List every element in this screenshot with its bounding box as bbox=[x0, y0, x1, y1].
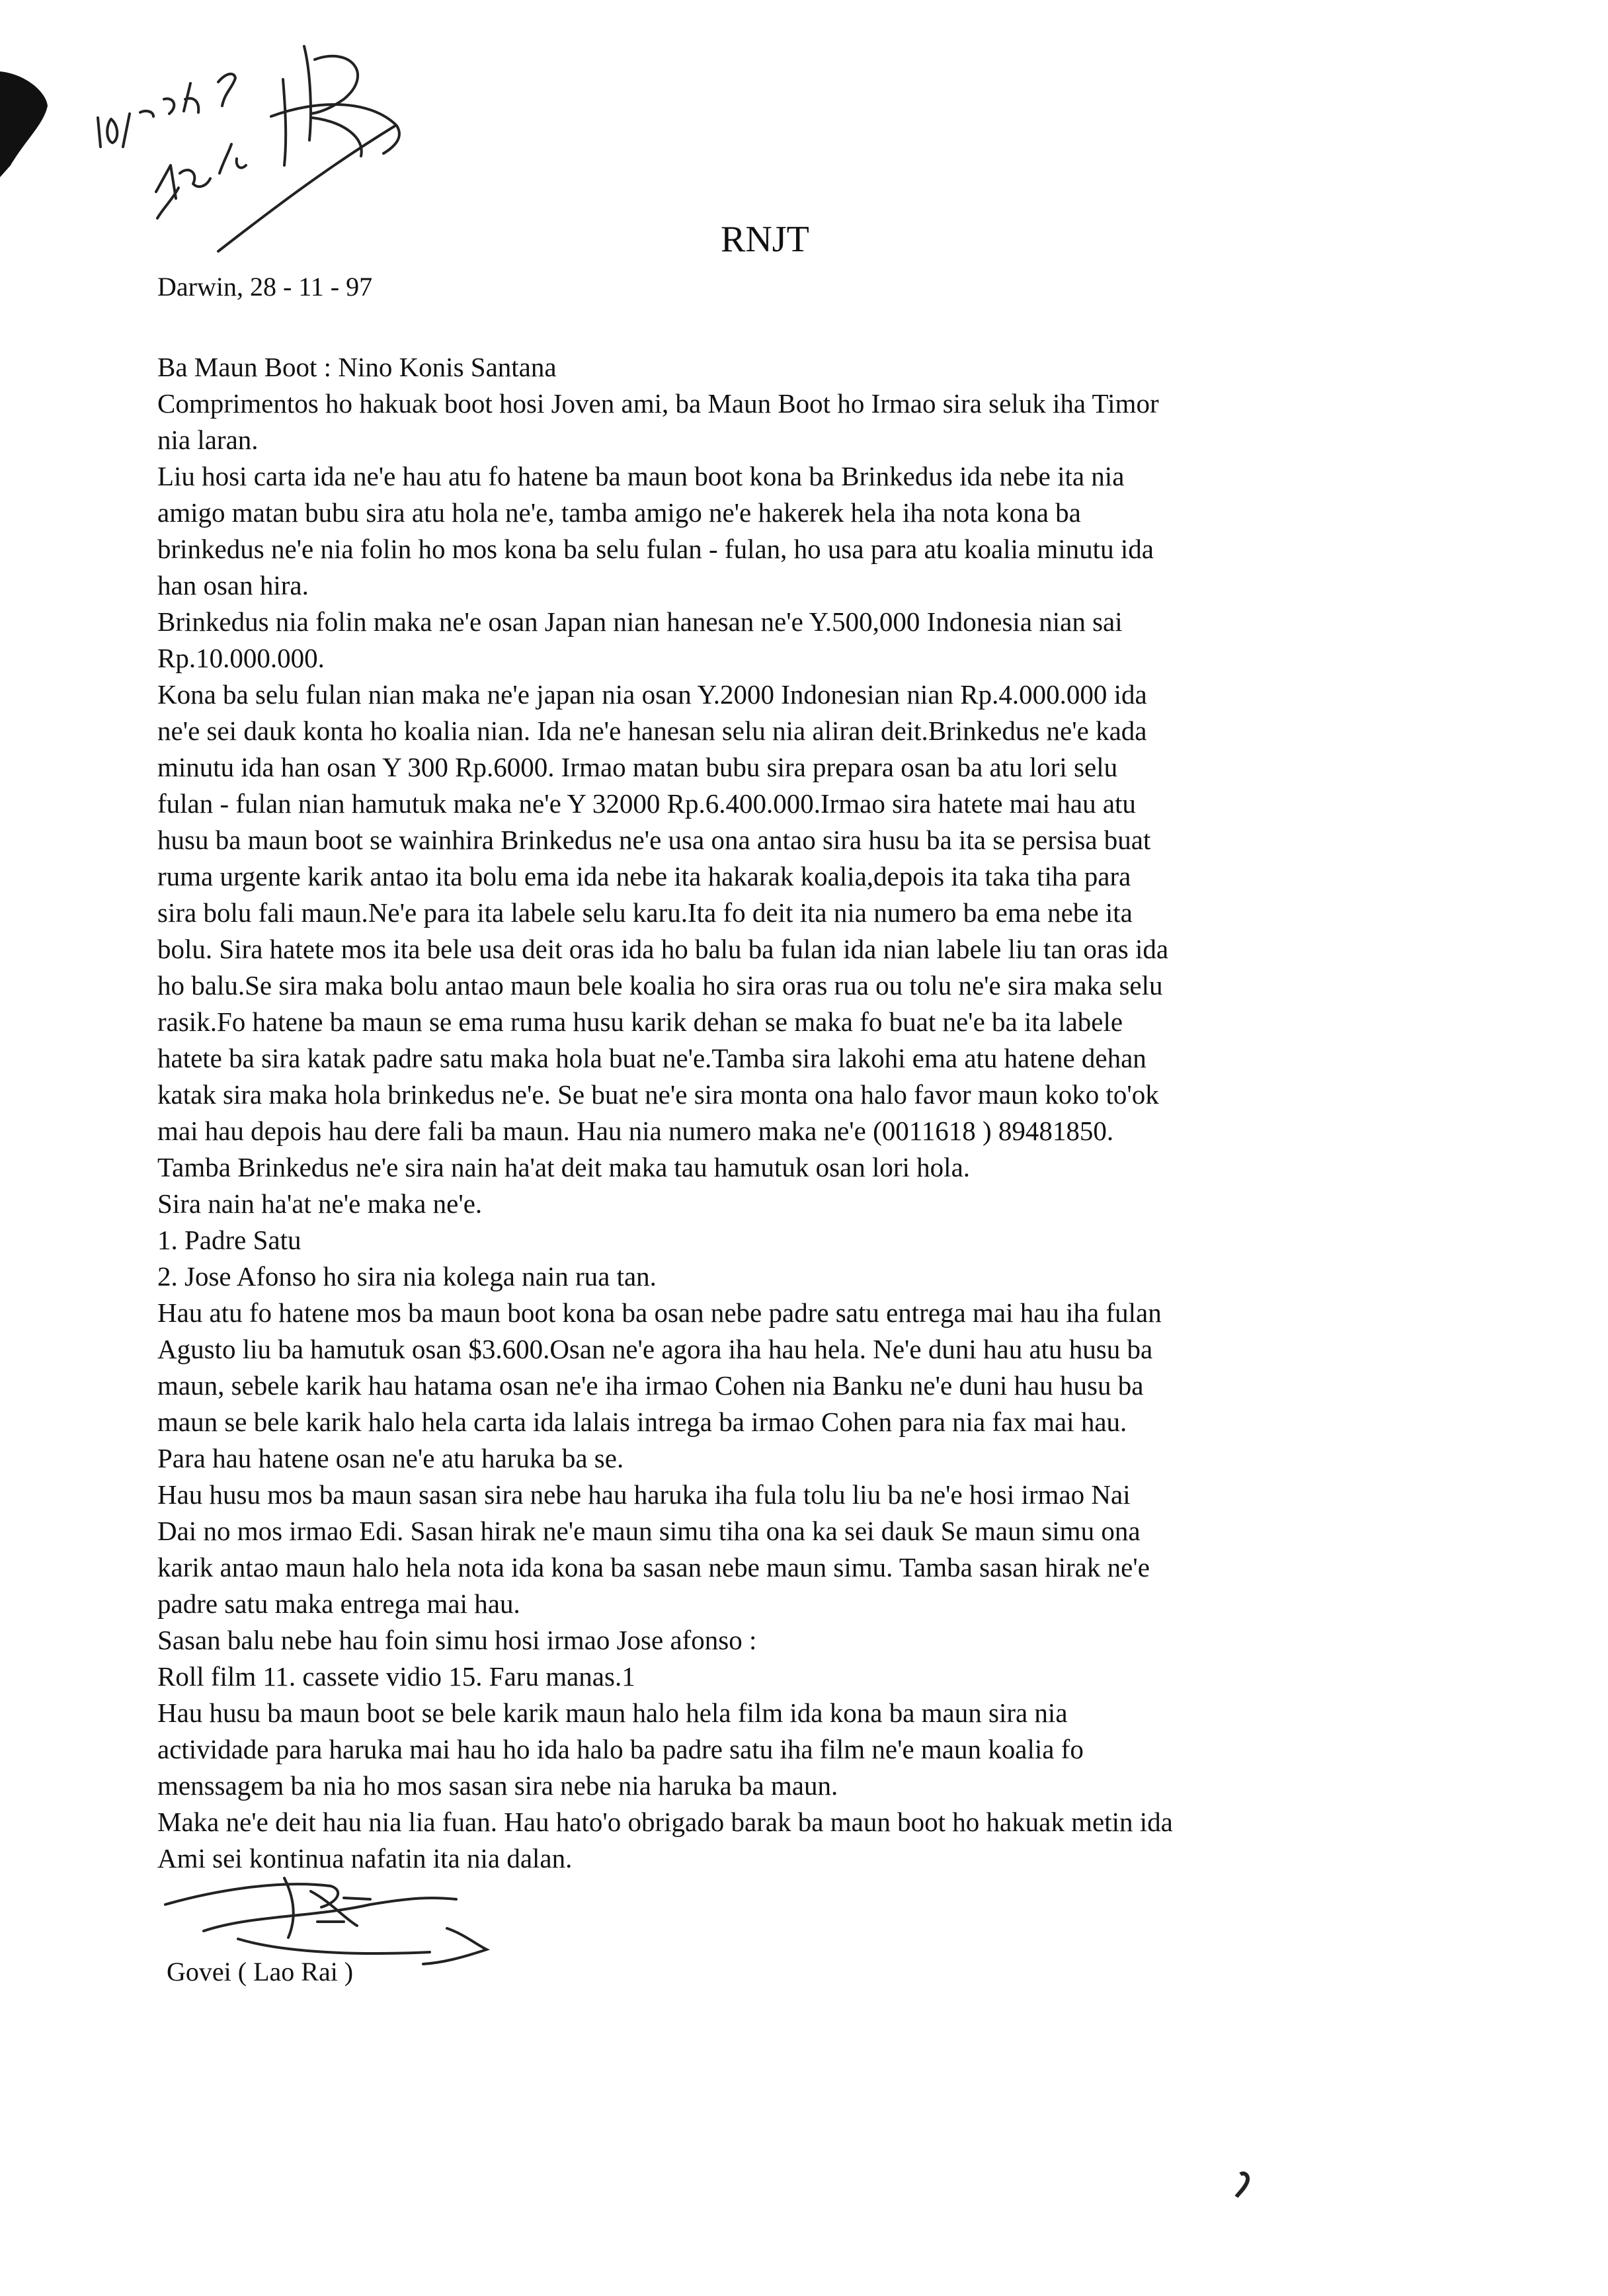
letter-line: mai hau depois hau dere fali ba maun. Hau nia numero maka ne'e (0011618 ) 89481850. bbox=[157, 1116, 1114, 1146]
letter-line: amigo matan bubu sira atu hola ne'e, tamba amigo ne'e hakerek hela iha nota kona ba bbox=[157, 497, 1081, 528]
letter-line: Hau husu ba maun boot se bele karik maun halo hela film ida kona ba maun sira nia bbox=[157, 1698, 1068, 1728]
letter-line: Comprimentos ho hakuak boot hosi Joven ami, ba Maun Boot ho Irmao sira seluk iha Timor bbox=[157, 388, 1159, 419]
letter-line: padre satu maka entrega mai hau. bbox=[157, 1588, 520, 1619]
place-date: Darwin, 28 - 11 - 97 bbox=[157, 272, 373, 302]
letter-line: actividade para haruka mai hau ho ida halo ba padre satu iha film ne'e maun koalia fo bbox=[157, 1734, 1084, 1764]
letter-line: han osan hira. bbox=[157, 570, 309, 600]
letter-line: menssagem ba nia ho mos sasan sira nebe nia haruka ba maun. bbox=[157, 1770, 838, 1801]
letter-line: Sira nain ha'at ne'e maka ne'e. bbox=[157, 1188, 483, 1219]
letter-line: maun se bele karik halo hela carta ida lalais intrega ba irmao Cohen para nia fax mai hau. bbox=[157, 1407, 1127, 1437]
letter-line: Roll film 11. cassete vidio 15. Faru manas.1 bbox=[157, 1661, 635, 1692]
letter-line: Sasan balu nebe hau foin simu hosi irmao Jose afonso : bbox=[157, 1625, 757, 1655]
letter-line: Agusto liu ba hamutuk osan $3.600.Osan ne'e agora iha hau hela. Ne'e duni hau atu husu ba bbox=[157, 1334, 1153, 1364]
letter-line: karik antao maun halo hela nota ida kona ba sasan nebe maun simu. Tamba sasan hirak ne'e bbox=[157, 1552, 1150, 1582]
letter-line: Ba Maun Boot : Nino Konis Santana bbox=[157, 352, 557, 382]
letter-line: Kona ba selu fulan nian maka ne'e japan nia osan Y.2000 Indonesian nian Rp.4.000.000 ida bbox=[157, 679, 1147, 710]
letter-line: Hau husu mos ba maun sasan sira nebe hau haruka iha fula tolu liu ba ne'e hosi irmao Nai bbox=[157, 1479, 1131, 1510]
signature-name: Govei ( Lao Rai ) bbox=[167, 1957, 354, 1987]
letter-line: maun, sebele karik hau hatama osan ne'e iha irmao Cohen nia Banku ne'e duni hau husu ba bbox=[157, 1370, 1144, 1401]
letter-line: husu ba maun boot se wainhira Brinkedus ne'e usa ona antao sira husu ba ita se persisa buat bbox=[157, 825, 1151, 855]
letter-line: katak sira maka hola brinkedus ne'e. Se buat ne'e sira monta ona halo favor maun koko to'ok bbox=[157, 1079, 1159, 1110]
letter-line: Brinkedus nia folin maka ne'e osan Japan nian hanesan ne'e Y.500,000 Indonesia nian sai bbox=[157, 606, 1123, 637]
letter-line: brinkedus ne'e nia folin ho mos kona ba selu fulan - fulan, ho usa para atu koalia minutu ida bbox=[157, 534, 1154, 564]
letter-line: fulan - fulan nian hamutuk maka ne'e Y 32000 Rp.6.400.000.Irmao sira hatete mai hau atu bbox=[157, 788, 1136, 819]
letter-line: bolu. Sira hatete mos ita bele usa deit oras ida ho balu ba fulan ida nian labele liu tan oras ida bbox=[157, 934, 1169, 964]
letter-line: Hau atu fo hatene mos ba maun boot kona ba osan nebe padre satu entrega mai hau iha fulan bbox=[157, 1297, 1162, 1328]
letter-line: ho balu.Se sira maka bolu antao maun bele koalia ho sira oras rua ou tolu ne'e sira maka selu bbox=[157, 970, 1163, 1001]
letter-line: Ami sei kontinua nafatin ita nia dalan. bbox=[157, 1843, 573, 1873]
letter-line: minutu ida han osan Y 300 Rp.6000. Irmao matan bubu sira prepara osan ba atu lori selu bbox=[157, 752, 1118, 782]
ink-blot bbox=[0, 71, 48, 177]
letter-line: ne'e sei dauk konta ho koalia nian. Ida ne'e hanesan selu nia aliran deit.Brinkedus ne'e kada bbox=[157, 716, 1147, 746]
letter-line: Maka ne'e deit hau nia lia fuan. Hau hato'o obrigado barak ba maun boot ho hakuak metin ida bbox=[157, 1807, 1173, 1837]
letter-line: Rp.10.000.000. bbox=[157, 643, 325, 673]
letter-line: ruma urgente karik antao ita bolu ema ida nebe ita hakarak koalia,depois ita taka tiha para bbox=[157, 861, 1131, 891]
letter-body bbox=[157, 349, 1473, 1877]
handwritten-date bbox=[98, 46, 399, 251]
stray-mark bbox=[1236, 2174, 1248, 2197]
letter-line: sira bolu fali maun.Ne'e para ita labele selu karu.Ita fo deit ita nia numero ba ema nebe ita bbox=[157, 897, 1133, 928]
header-title: RNJT bbox=[721, 219, 809, 260]
letter-line: 2. Jose Afonso ho sira nia kolega nain rua tan. bbox=[157, 1261, 657, 1292]
letter-line: Para hau hatene osan ne'e atu haruka ba se. bbox=[157, 1443, 624, 1473]
letter-line: nia laran. bbox=[157, 425, 259, 455]
letter-line: hatete ba sira katak padre satu maka hola buat ne'e.Tamba sira lakohi ema atu hatene dehan bbox=[157, 1043, 1146, 1073]
letter-line: Liu hosi carta ida ne'e hau atu fo hatene ba maun boot kona ba Brinkedus ida nebe ita nia bbox=[157, 461, 1125, 491]
letter-line: Dai no mos irmao Edi. Sasan hirak ne'e maun simu tiha ona ka sei dauk Se maun simu ona bbox=[157, 1516, 1141, 1546]
signature bbox=[165, 1878, 487, 1964]
letter-line: rasik.Fo hatene ba maun se ema ruma husu karik dehan se maka fo buat ne'e ba ita labele bbox=[157, 1006, 1123, 1037]
letter-line: Tamba Brinkedus ne'e sira nain ha'at deit maka tau hamutuk osan lori hola. bbox=[157, 1152, 971, 1182]
letter-line: 1. Padre Satu bbox=[157, 1225, 302, 1255]
